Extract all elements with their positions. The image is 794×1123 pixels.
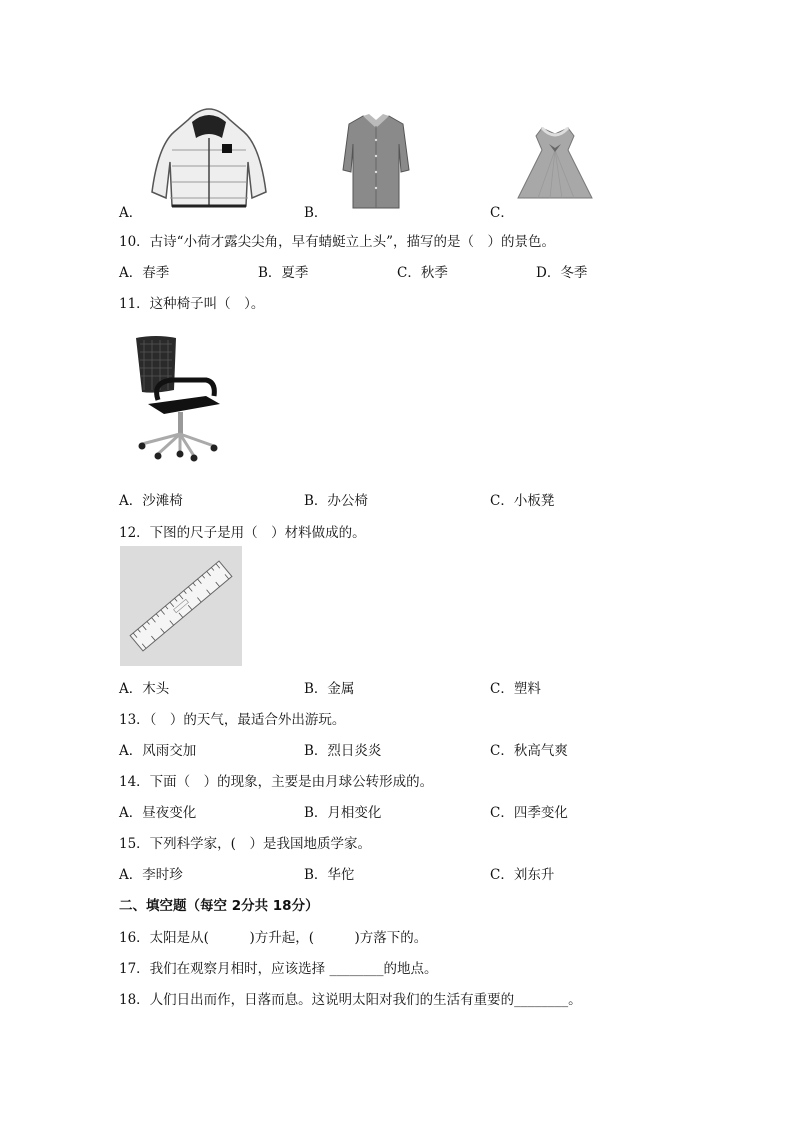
q14-option-b[interactable]: B．月相变化 [304, 805, 382, 821]
q9-option-b[interactable]: B． [304, 205, 328, 221]
question-11-stem: 11．这种椅子叫（ ）。 [119, 296, 265, 312]
q11-option-b[interactable]: B．办公椅 [304, 493, 368, 509]
q11-option-a[interactable]: A．沙滩椅 [119, 493, 183, 509]
q15-option-c[interactable]: C．刘东升 [490, 867, 555, 883]
question-14-stem: 14．下面（ ）的现象，主要是由月球公转形成的。 [119, 774, 434, 790]
q13-option-c[interactable]: C．秋高气爽 [490, 743, 568, 759]
q10-option-c[interactable]: C．秋季 [397, 265, 448, 281]
q9-option-a[interactable]: A． [119, 205, 143, 221]
q11-option-c[interactable]: C．小板凳 [490, 493, 555, 509]
q12-option-b[interactable]: B．金属 [304, 681, 355, 697]
q15-option-b[interactable]: B．华佗 [304, 867, 355, 883]
section-2-heading: 二、填空题（每空 2分共 18分） [119, 898, 319, 914]
jacket-image [148, 102, 270, 212]
ruler-image [120, 546, 242, 666]
question-12-stem: 12．下图的尺子是用（ ）材料做成的。 [119, 525, 366, 541]
q10-option-a[interactable]: A．春季 [119, 265, 170, 281]
q12-option-c[interactable]: C．塑料 [490, 681, 541, 697]
q14-option-c[interactable]: C．四季变化 [490, 805, 568, 821]
q10-option-d[interactable]: D．冬季 [536, 265, 588, 281]
shirt-image [341, 110, 411, 210]
question-13-stem: 13．（ ）的天气，最适合外出游玩。 [119, 712, 346, 728]
q10-option-b[interactable]: B．夏季 [258, 265, 309, 281]
q15-option-a[interactable]: A．李时珍 [119, 867, 183, 883]
office-chair-image [128, 334, 224, 462]
q9-option-c[interactable]: C． [490, 205, 514, 221]
question-17-stem: 17．我们在观察月相时，应该选择 ________的地点。 [119, 961, 438, 977]
question-10-stem: 10．古诗“小荷才露尖尖角，早有蜻蜓立上头”，描写的是（ ）的景色。 [119, 234, 555, 250]
question-18-stem: 18．人们日出而作，日落而息。这说明太阳对我们的生活有重要的________。 [119, 992, 582, 1008]
q14-option-a[interactable]: A．昼夜变化 [119, 805, 197, 821]
q12-option-a[interactable]: A．木头 [119, 681, 170, 697]
question-16-stem: 16．太阳是从( )方升起，( )方落下的。 [119, 930, 428, 946]
q13-option-a[interactable]: A．风雨交加 [119, 743, 197, 759]
question-15-stem: 15．下列科学家，( ）是我国地质学家。 [119, 836, 371, 852]
dress-image [512, 124, 598, 206]
q13-option-b[interactable]: B．烈日炎炎 [304, 743, 382, 759]
